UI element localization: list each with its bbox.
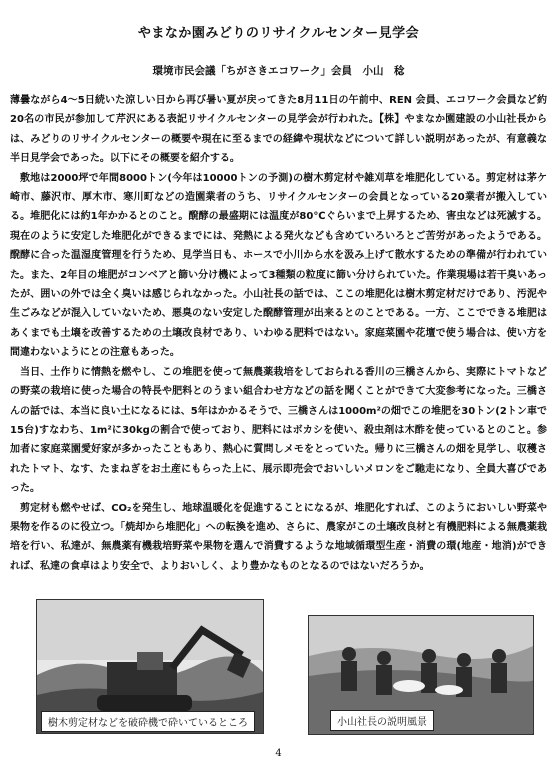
page-number: 4: [275, 748, 282, 759]
paragraph-mitsuhashi: 当日、土作りに情熱を燃やし、この堆肥を使って無農薬栽培をしておられる香川の三橋さんから、実際にトマトなどの野菜の栽培に使った場合の特長や肥料とのうまい組合わせ方などの話を聞くことができて大変参考になった。三橋さんの話では、本当に良い土になるには、5年はかかるそうで、三橋さんは1000m²の畑でこの堆肥を30トン(2トン車で15台)すなわち、1m²に30kgの割合で使っており、肥料にはボカシを使い、殺虫剤は木酢を使っているとのこと。参加者に家庭菜園愛好家が多かったこともあり、熱心に質問しメモをとっていた。帰りに三橋さんの畑を見学し、収穫されたトマト、なす、たまねぎをお土産にもらった上に、展示即売会でおいしいメロンをご馳走になり、全員大喜びであった。: [10, 366, 547, 495]
photo-caption-explanation: 小山社長の説明風景: [330, 710, 434, 731]
article-title: やまなか園みどりのリサイクルセンター見学会: [137, 26, 420, 41]
photo-caption-crusher: 樹木剪定材などを破砕機で砕いているところ: [41, 711, 255, 732]
article-body: [10, 91, 547, 576]
author-line: 環境市民会議「ちがさきエコワーク」会員 小山 稔: [152, 65, 405, 77]
paragraph-intro: 薄曇ながら4～5日続いた涼しい日から再び暑い夏が戻ってきた8月11日の午前中、REN 会員、エコワーク会員など約20名の市民が参加して芹沢にある表記リサイクルセンターの見学会が行われた。【株】やまなか園建設の小山社長からは、みどりのリサイクルセンターの概要や現在に至るまでの経緯や現状などについて詳しい説明があったが、有意義な半日見学会であった。以下にその概要を紹介する。: [10, 95, 547, 165]
paragraph-conclusion: 剪定材も燃やせば、CO₂を発生し、地球温暖化を促進することになるが、堆肥化すれば、このようにおいしい野菜や果物を作るのに役立つ。「焼却から堆肥化」への転換を進め、さらに、農家がこの土壌改良材と有機肥料による無農薬栽培を行い、私達が、無農薬有機栽培野菜や果物を選んで消費するような地域循環型生産・消費の環(地産・地消)ができれば、私達の食卓はより安全で、よりおいしく、より豊かなものとなるのではないだろうか。: [10, 502, 547, 572]
paragraph-site: 敷地は2000坪で年間8000トン(今年は10000トンの予測)の樹木剪定材や雑刈草を堆肥化している。剪定材は茅ケ崎市、藤沢市、厚木市、寒川町などの造園業者のうち、リサイクルセンターの会員となっている20業者が搬入している。堆肥化には約1年かかるとのこと。醗酵の最盛期には温度が80℃ぐらいまで上昇するため、害虫などは死滅する。現在のように安定した堆肥化ができるまでには、発熱による発火なども含めていろいろとご苦労があったようである。醗酵に合った温湿度管理を行うため、見学当日も、ホースで小川から水を汲み上げて散水するための準備が行われていた。また、2年目の堆肥がコンベアと篩い分け機によって3種類の粒度に篩い分けられていた。作業現場は若干臭いあったが、囲いの外では全く臭いは感じられなかった。小山社長の話では、ここの堆肥化は樹木剪定材だけであり、汚泥や生ごみなどが混入していないため、悪臭のない安定した醗酵管理が出来るとのことである。一方、ここでできる堆肥はあくまでも土壌を改善するための土壌改良材であり、いわゆる肥料ではない。家庭菜園や花壇で使う場合は、使い方を間違わないようにとの注意もあった。: [10, 172, 547, 359]
